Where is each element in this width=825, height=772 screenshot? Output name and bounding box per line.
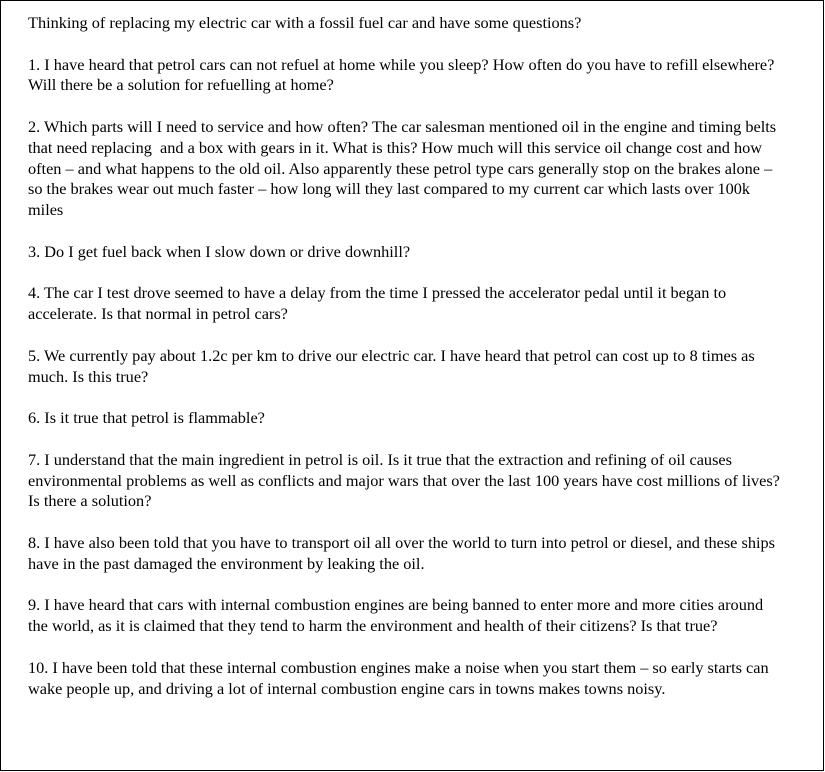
question-10: 10. I have been told that these internal combustion engines make a noise when you start them – so early starts can wake people up, and driving a lot of internal combustion engine cars in towns makes towns noisy. (28, 657, 773, 698)
intro-paragraph: Thinking of replacing my electric car with a fossil fuel car and have some questions? (28, 13, 582, 32)
question-2: 2. Which parts will I need to service and how often? The car salesman mentioned oil in the engine and timing belts that need replacing and a box with gears in it. What is this? How much will this service oil change cost and how often – and what happens to the old oil. Also apparently these petrol type cars generally stop on the brakes alone – so the brakes wear out much faster – how long will they last compared to my current car which lasts over 100k miles (28, 116, 781, 220)
question-9: 9. I have heard that cars with internal combustion engines are being banned to enter more and more cities around the world, as it is claimed that they tend to harm the environment and health of their citizens? Is that true? (28, 595, 768, 636)
question-6: 6. Is it true that petrol is flammable? (28, 408, 265, 428)
question-1: 1. I have heard that petrol cars can not refuel at home while you sleep? How often do you have to refill elsewhere? Will there be a solution for refuelling at home? (28, 54, 779, 95)
question-4: 4. The car I test drove seemed to have a delay from the time I pressed the accelerator pedal until it began to accelerate. Is that normal in petrol cars? (28, 283, 731, 324)
question-5: 5. We currently pay about 1.2c per km to drive our electric car. I have heard that petrol can cost up to 8 times as much. Is this true? (28, 345, 759, 386)
question-3: 3. Do I get fuel back when I slow down or drive downhill? (28, 241, 411, 261)
question-7: 7. I understand that the main ingredient in petrol is oil. Is it true that the extraction and refining of oil causes environmental problems as well as conflicts and major wars that over the last 100 years have cost millions of lives? Is there a solution? (28, 449, 784, 511)
question-8: 8. I have also been told that you have to transport oil all over the world to turn into petrol or diesel, and these ships have in the past damaged the environment by leaking the oil. (28, 532, 780, 573)
